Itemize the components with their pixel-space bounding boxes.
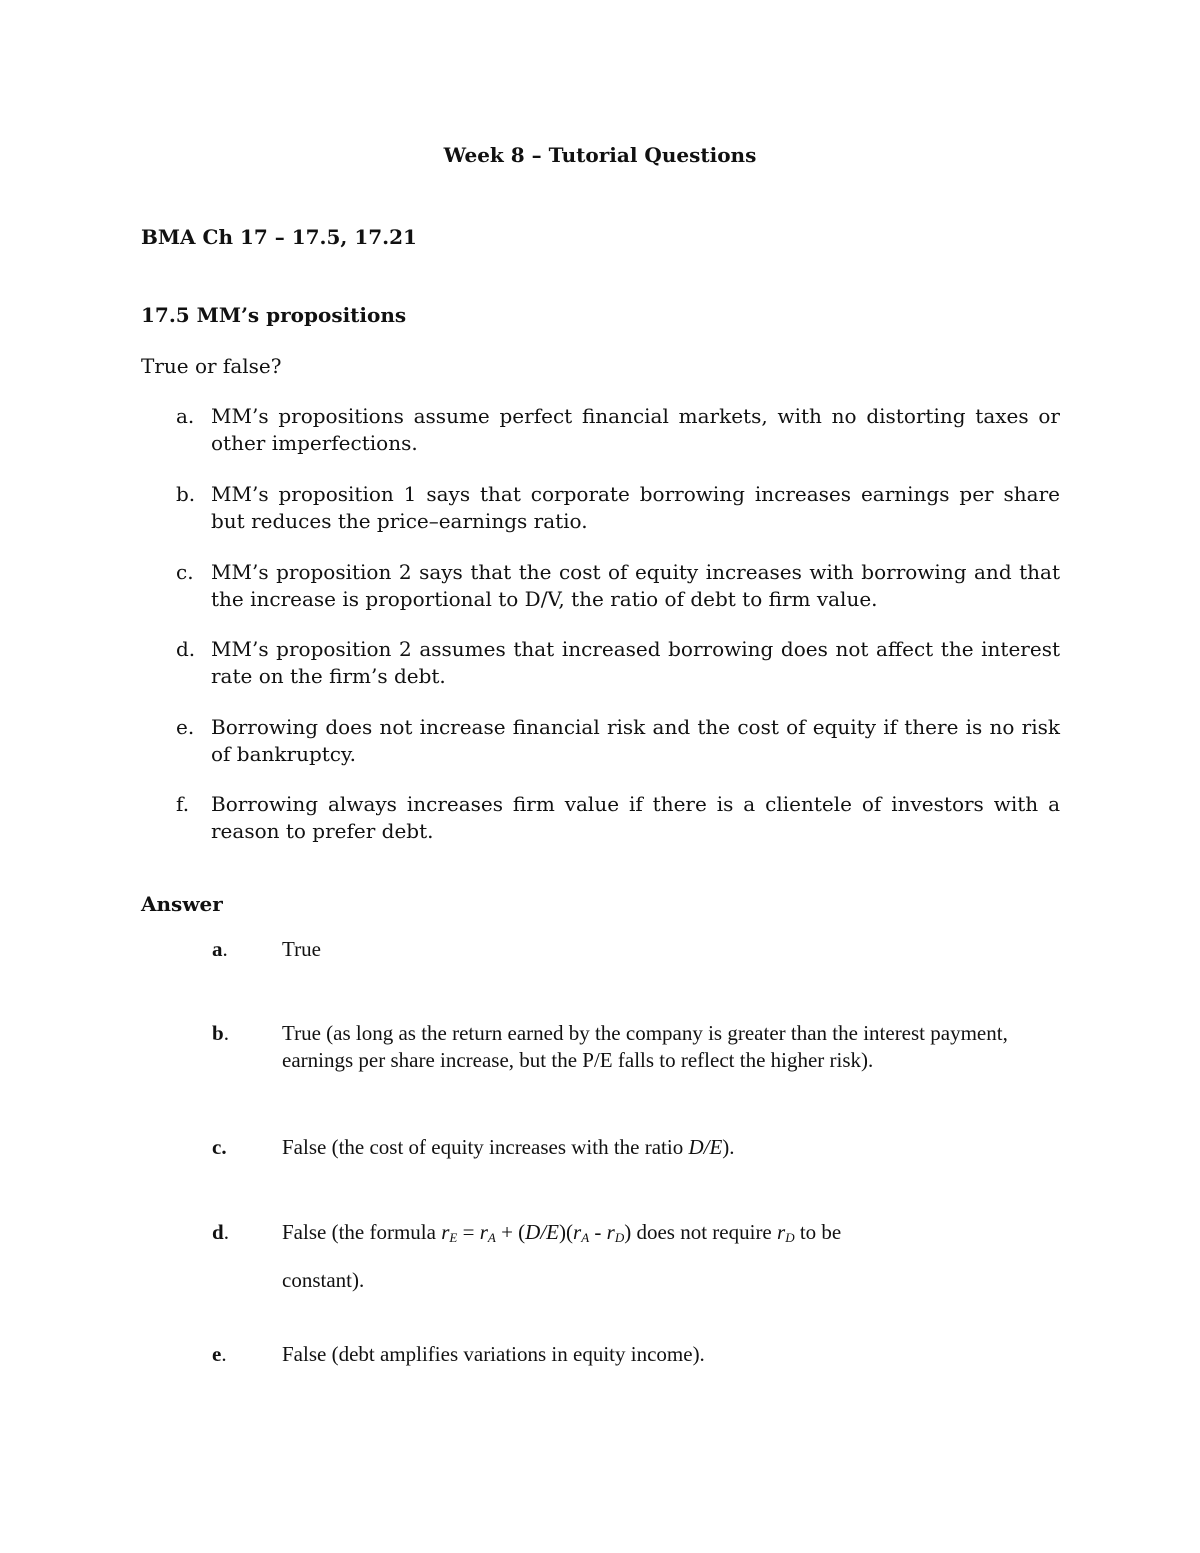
formula-sub: D	[785, 1230, 795, 1245]
answer-heading: Answer	[141, 892, 223, 916]
answer-text-part: ) does not require	[624, 1220, 778, 1244]
answer-text-part: False (the formula	[282, 1220, 442, 1244]
answer-text	[282, 1219, 1062, 1294]
formula-r: r	[606, 1220, 615, 1244]
question-item	[176, 636, 1060, 690]
answer-text	[282, 1134, 1062, 1161]
answer-item: e. False (debt amplifies variations in equity income).	[212, 1341, 1062, 1368]
formula-r: r	[573, 1220, 582, 1244]
formula-op: )(	[559, 1220, 573, 1244]
question-item	[176, 559, 1060, 613]
answer-text: True	[282, 937, 321, 961]
question-item	[176, 714, 1060, 768]
answer-text: False (debt amplifies variations in equity income).	[282, 1342, 705, 1366]
answer-letter: b	[212, 1021, 224, 1045]
question-prompt: True or false?	[141, 354, 282, 378]
answer-letter: d	[212, 1220, 224, 1244]
formula-r: r	[479, 1220, 488, 1244]
formula-sub: E	[449, 1230, 458, 1245]
answer-text: True (as long as the return earned by the company is greater than the interest payment, earnings per share increase, but the P/E falls to reflect the higher risk).	[282, 1021, 1008, 1072]
formula-op: -	[589, 1220, 607, 1244]
question-letter: c.	[176, 560, 194, 584]
answer-text-part: constant).	[282, 1268, 365, 1292]
formula-sub: D	[614, 1230, 625, 1245]
formula-sub: A	[581, 1230, 590, 1245]
answer-letter: c.	[212, 1135, 227, 1159]
question-text: Borrowing always increases firm value if there is a clientele of investors with a reason to prefer debt.	[211, 792, 1060, 843]
question-letter: a.	[176, 404, 195, 428]
answer-text-part: ).	[722, 1135, 735, 1159]
answer-item: d. False (the formula $r_E = r_A + (D/E)(r_A - r_D)$ does not require $r_D$ to be constant).	[212, 1219, 1062, 1294]
question-item	[176, 403, 1060, 457]
question-text: MM’s proposition 2 assumes that increased borrowing does not affect the interest rate on the firm’s debt.	[211, 637, 1060, 688]
question-item	[176, 481, 1060, 535]
question-text: MM’s proposition 1 says that corporate borrowing increases earnings per share but reduces the price–earnings ratio.	[211, 482, 1060, 533]
formula-ratio: D/E	[525, 1220, 559, 1244]
formula-op: + (	[495, 1220, 526, 1244]
question-text: MM’s propositions assume perfect financial markets, with no distorting taxes or other imperfections.	[211, 404, 1060, 455]
formula-line	[282, 1219, 1062, 1251]
document-title: Week 8 – Tutorial Questions	[443, 143, 757, 167]
question-text: MM’s proposition 2 says that the cost of equity increases with borrowing and that the increase is proportional to D/V, the ratio of debt to firm value.	[211, 560, 1060, 611]
answer-text-part: to be	[794, 1220, 842, 1244]
chapter-reference: BMA Ch 17 – 17.5, 17.21	[141, 225, 417, 249]
answer-letter: e	[212, 1342, 222, 1366]
formula-r: r	[441, 1220, 450, 1244]
section-heading: 17.5 MM’s propositions	[141, 303, 407, 327]
question-text: Borrowing does not increase financial risk and the cost of equity if there is no risk of bankruptcy.	[211, 715, 1060, 766]
question-letter: e.	[176, 715, 195, 739]
answer-item	[212, 1134, 1062, 1161]
ratio-de: D/E	[688, 1135, 723, 1159]
question-letter: b.	[176, 482, 196, 506]
formula-sub: A	[487, 1230, 496, 1245]
formula-r: r	[777, 1220, 786, 1244]
answer-text-part: False (the cost of equity increases with the ratio	[282, 1135, 689, 1159]
answer-item: a. True	[212, 936, 1062, 963]
question-letter: f.	[176, 792, 190, 816]
formula-op: =	[457, 1220, 480, 1244]
question-letter: d.	[176, 637, 196, 661]
answer-letter: a	[212, 937, 223, 961]
question-item	[176, 791, 1060, 845]
answer-item: b. True (as long as the return earned by the company is greater than the interest payment, earnings per share increase, but the P/E falls to reflect the higher risk).	[212, 1020, 1062, 1074]
